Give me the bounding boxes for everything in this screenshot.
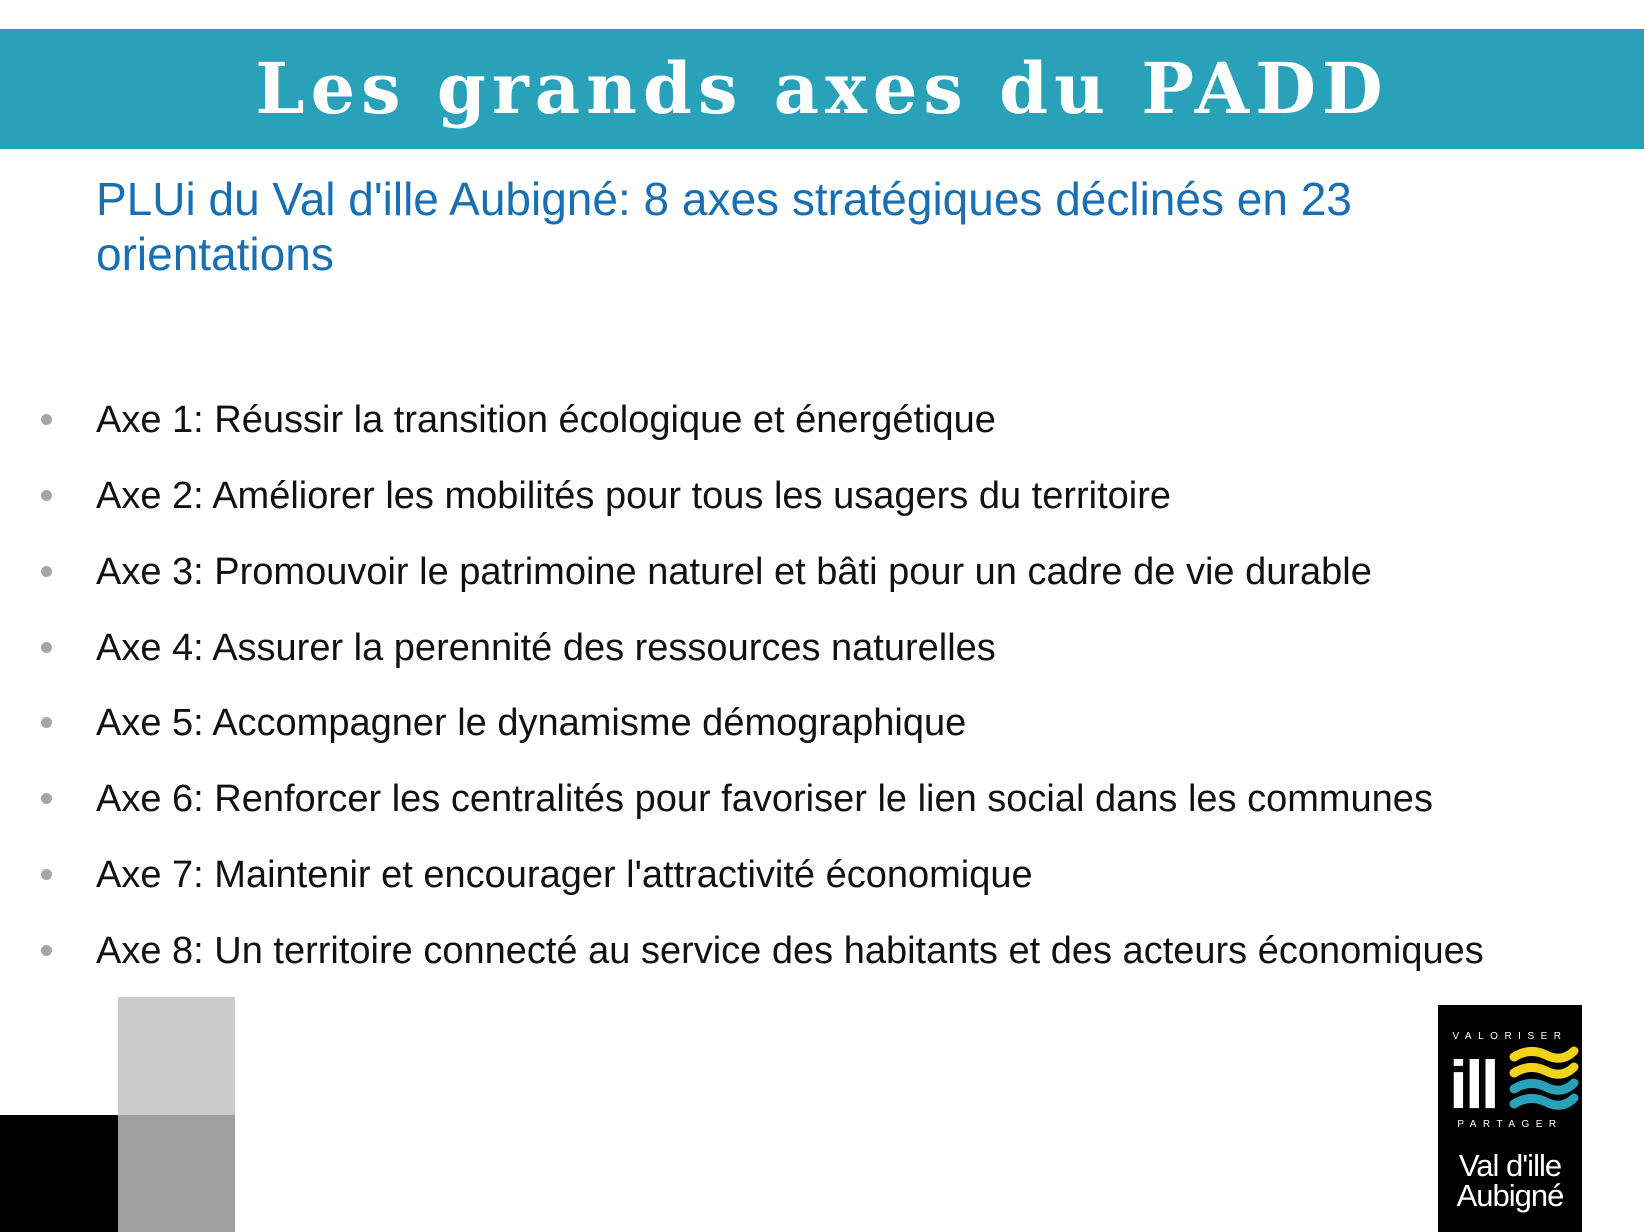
decorative-square-gray [118, 1115, 235, 1232]
logo-name-line1: Val d'ille [1458, 1148, 1562, 1183]
bullet-icon [41, 642, 52, 653]
bullet-icon [41, 945, 52, 956]
bullet-icon [41, 566, 52, 577]
list-item [0, 473, 1644, 523]
axis-label: Axe 1: Réussir la transition écologique et énergétique [96, 399, 996, 441]
title-band [0, 29, 1644, 149]
bullet-icon [41, 717, 52, 728]
axis-label: Axe 4: Assurer la perennité des ressources naturelles [96, 627, 996, 669]
list-item [0, 776, 1644, 826]
axis-label: Axe 6: Renforcer les centralités pour favoriser le lien social dans les communes [96, 778, 1433, 820]
logo-name-line2: Aubigné [1456, 1178, 1564, 1213]
axis-label: Axe 7: Maintenir et encourager l'attractivité économique [96, 854, 1033, 896]
decorative-square-black [0, 1115, 118, 1232]
slide-title: Les grands axes du PADD [255, 47, 1389, 130]
bullet-icon [41, 490, 52, 501]
wave-icon [1514, 1051, 1574, 1105]
axis-label: Axe 5: Accompagner le dynamisme démographique [96, 702, 967, 744]
axis-label: Axe 2: Améliorer les mobilités pour tous les usagers du territoire [96, 475, 1172, 517]
axis-label: Axe 3: Promouvoir le patrimoine naturel et bâti pour un cadre de vie durable [96, 551, 1372, 593]
list-item [0, 625, 1644, 675]
slide-subtitle: PLUi du Val d'ille Aubigné: 8 axes stratégiques déclinés en 23 orientations [96, 173, 1352, 280]
axis-label: Axe 8: Un territoire connecté au service des habitants et des acteurs économiques [96, 930, 1484, 972]
bullet-icon [41, 414, 52, 425]
list-item [0, 397, 1644, 447]
logo-top-word: VALORISER [1452, 1031, 1568, 1042]
bullet-icon [41, 869, 52, 880]
list-item [0, 852, 1644, 902]
decorative-square-light [118, 997, 235, 1115]
list-item [0, 549, 1644, 599]
list-item [0, 928, 1644, 978]
logo-mark: ill [1449, 1047, 1497, 1123]
bullet-icon [41, 793, 52, 804]
list-item [0, 700, 1644, 750]
logo-bottom-word: PARTAGER [1457, 1119, 1563, 1130]
val-dille-aubigne-logo [1438, 1005, 1582, 1232]
